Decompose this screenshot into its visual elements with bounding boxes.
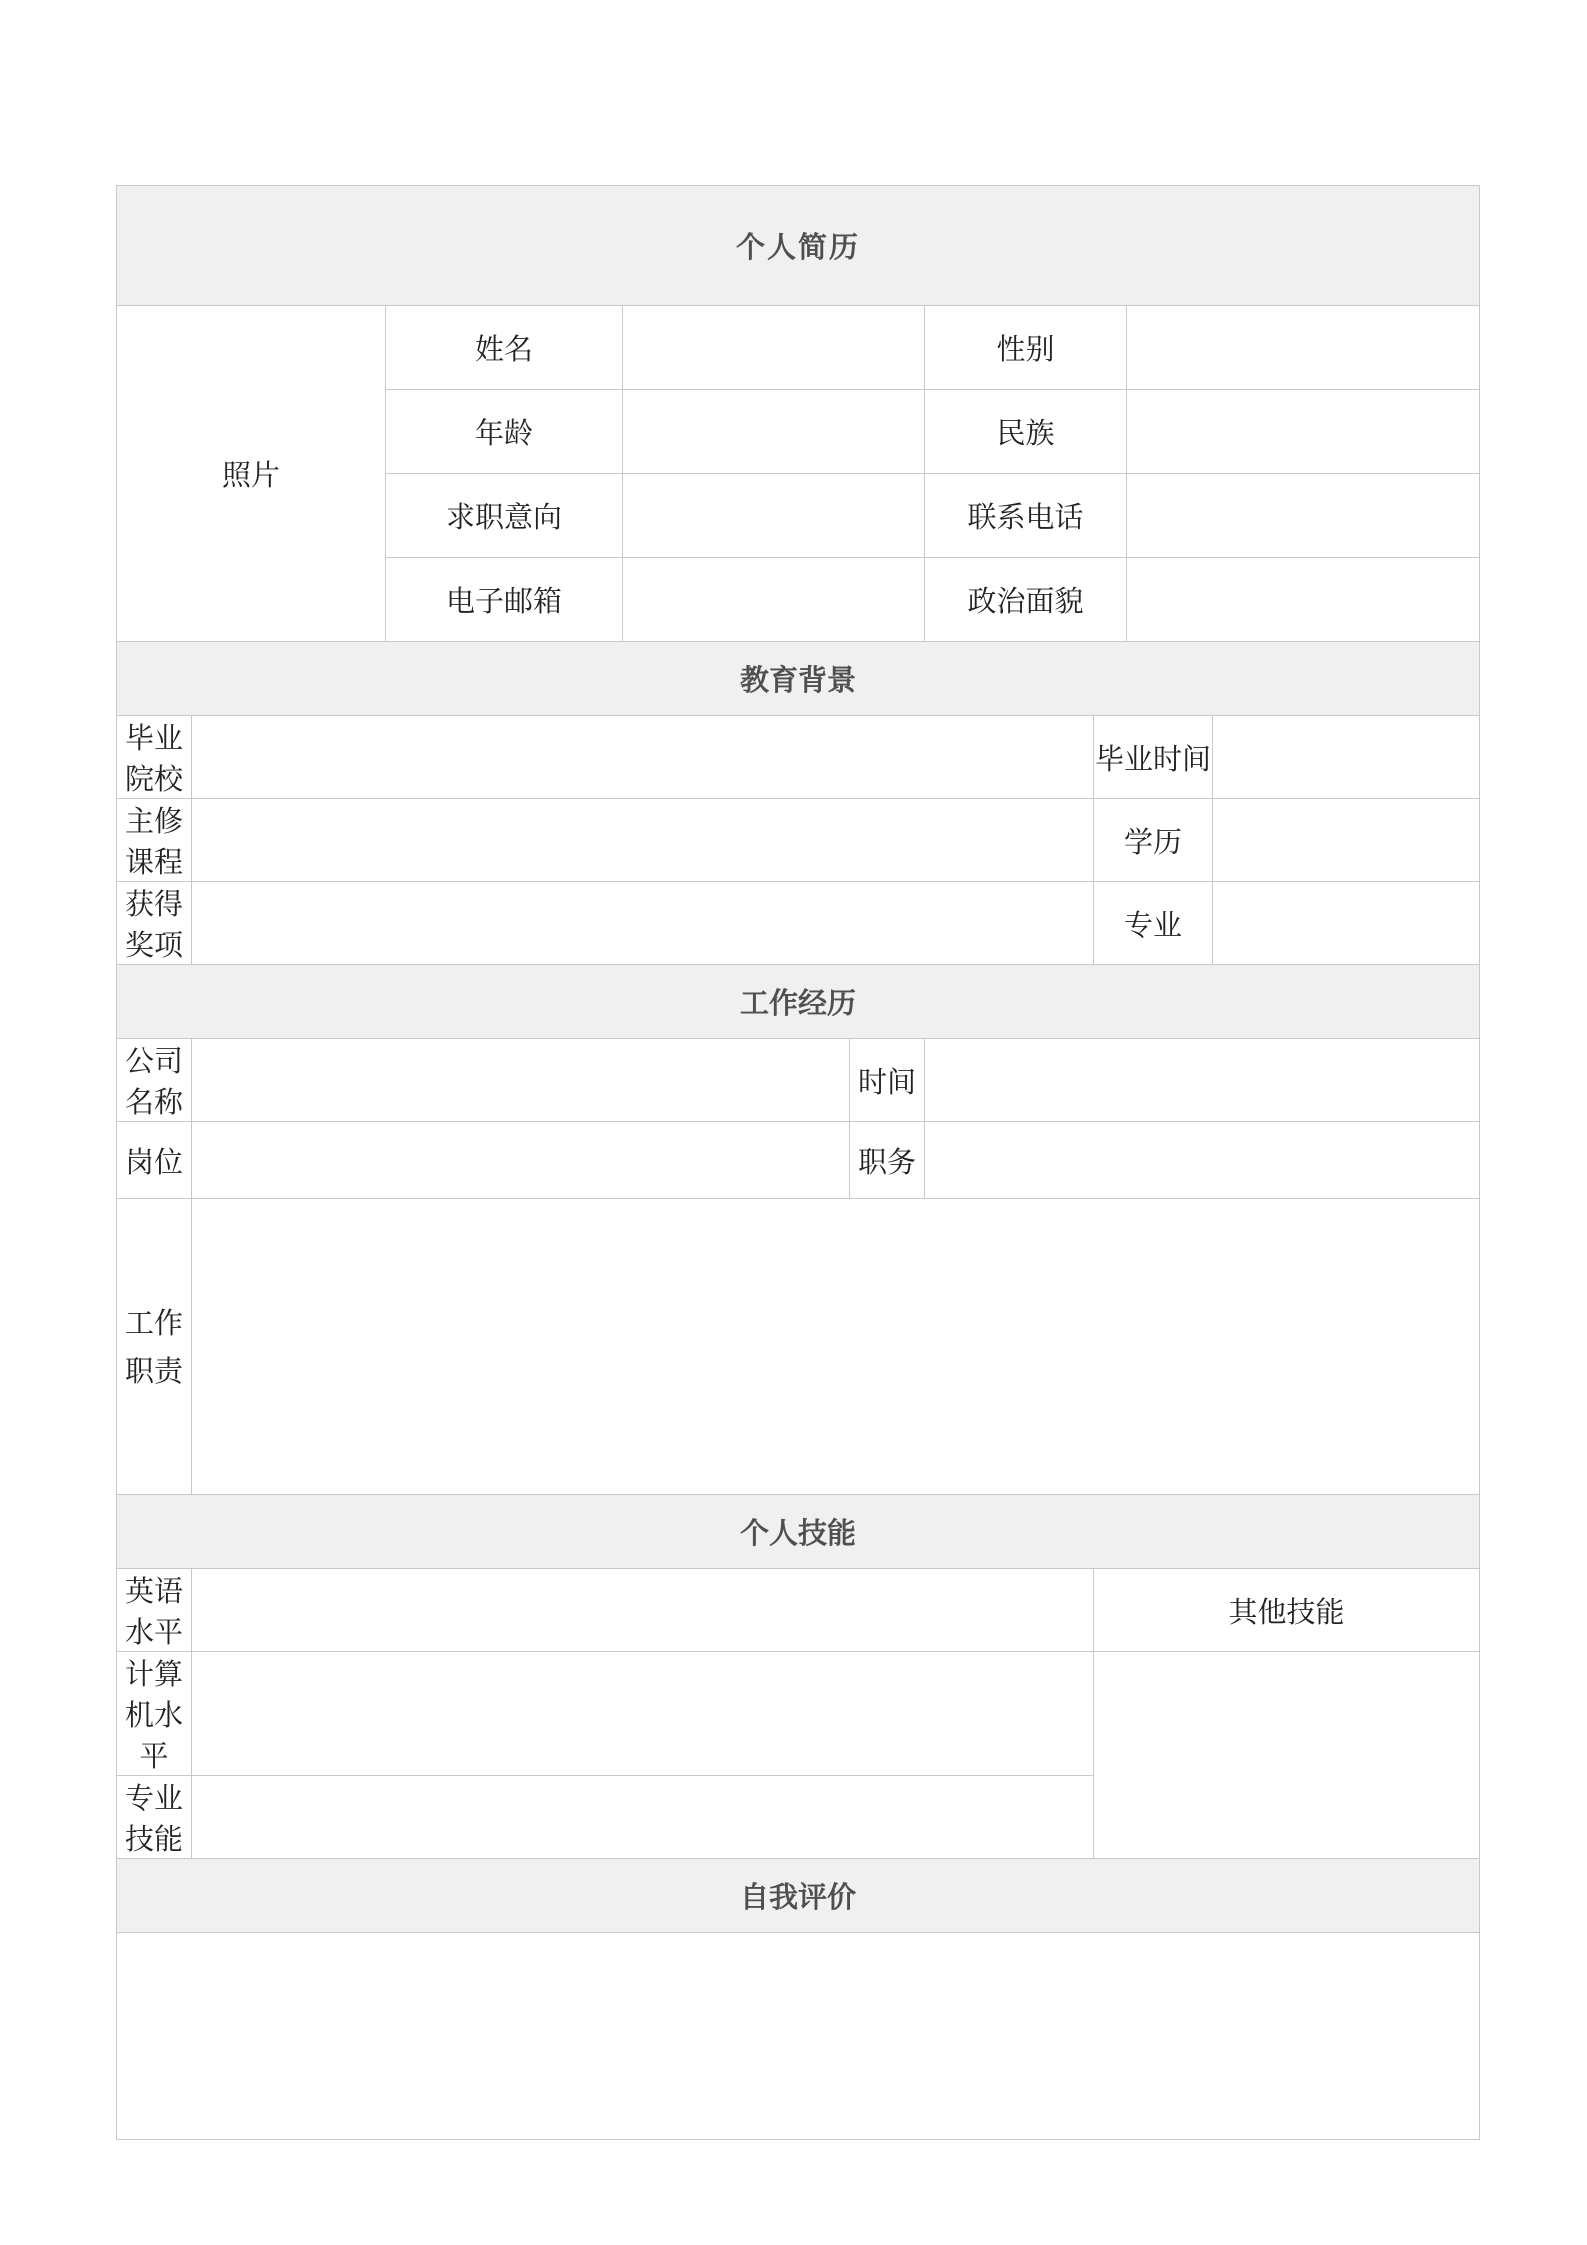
- company-label: 公司名称: [117, 1039, 192, 1122]
- job-intention-field[interactable]: [623, 474, 925, 558]
- courses-field[interactable]: [192, 799, 1094, 882]
- ethnicity-field[interactable]: [1127, 390, 1480, 474]
- political-status-field[interactable]: [1127, 558, 1480, 642]
- position-label: 岗位: [117, 1122, 192, 1199]
- duty-title-label: 职务: [850, 1122, 925, 1199]
- major-label: 专业: [1094, 882, 1213, 965]
- resume-sheet: [116, 185, 1479, 2140]
- school-label: 毕业院校: [117, 716, 192, 799]
- degree-label: 学历: [1094, 799, 1213, 882]
- time-field[interactable]: [925, 1039, 1480, 1122]
- phone-label: 联系电话: [925, 474, 1127, 558]
- job-intention-label: 求职意向: [386, 474, 623, 558]
- age-field[interactable]: [623, 390, 925, 474]
- computer-label: 计算机水平: [117, 1652, 192, 1776]
- resume-table: [116, 185, 1480, 2140]
- self-eval-field[interactable]: [117, 1933, 1480, 2140]
- name-field[interactable]: [623, 306, 925, 390]
- email-field[interactable]: [623, 558, 925, 642]
- phone-field[interactable]: [1127, 474, 1480, 558]
- political-status-label: 政治面貌: [925, 558, 1127, 642]
- name-label: 姓名: [386, 306, 623, 390]
- section-heading-work: 工作经历: [117, 965, 1480, 1039]
- english-label: 英语水平: [117, 1569, 192, 1652]
- section-heading-self-eval: 自我评价: [117, 1859, 1480, 1933]
- section-heading-skills: 个人技能: [117, 1495, 1480, 1569]
- gender-label: 性别: [925, 306, 1127, 390]
- time-label: 时间: [850, 1039, 925, 1122]
- email-label: 电子邮箱: [386, 558, 623, 642]
- position-field[interactable]: [192, 1122, 850, 1199]
- gender-field[interactable]: [1127, 306, 1480, 390]
- english-field[interactable]: [192, 1569, 1094, 1652]
- company-field[interactable]: [192, 1039, 850, 1122]
- other-skills-field[interactable]: [1094, 1652, 1480, 1859]
- grad-time-label: 毕业时间: [1094, 716, 1213, 799]
- awards-field[interactable]: [192, 882, 1094, 965]
- page-title: 个人简历: [117, 186, 1480, 306]
- degree-field[interactable]: [1213, 799, 1480, 882]
- awards-label: 获得奖项: [117, 882, 192, 965]
- professional-skills-field[interactable]: [192, 1776, 1094, 1859]
- age-label: 年龄: [386, 390, 623, 474]
- courses-label: 主修课程: [117, 799, 192, 882]
- responsibility-label-line1: 工作: [124, 1305, 183, 1340]
- responsibility-field[interactable]: [192, 1199, 1480, 1495]
- grad-time-field[interactable]: [1213, 716, 1480, 799]
- section-heading-education: 教育背景: [117, 642, 1480, 716]
- responsibility-label: [117, 1199, 192, 1495]
- school-field[interactable]: [192, 716, 1094, 799]
- ethnicity-label: 民族: [925, 390, 1127, 474]
- professional-skills-label: 专业技能: [117, 1776, 192, 1859]
- computer-field[interactable]: [192, 1652, 1094, 1776]
- duty-title-field[interactable]: [925, 1122, 1480, 1199]
- other-skills-label: 其他技能: [1094, 1569, 1480, 1652]
- responsibility-label-line2: 职责: [124, 1353, 183, 1388]
- major-field[interactable]: [1213, 882, 1480, 965]
- photo-placeholder[interactable]: 照片: [117, 306, 386, 642]
